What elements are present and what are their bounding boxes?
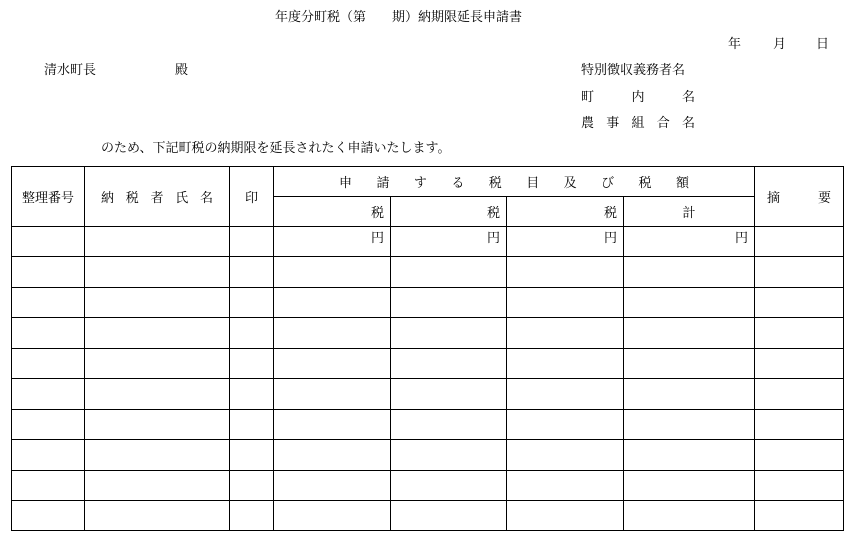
date-year: 年 bbox=[728, 37, 742, 52]
obligor-coop-char: 合 bbox=[656, 116, 670, 131]
header-name-char: 名 bbox=[199, 191, 213, 206]
header-number: 整理番号 bbox=[12, 167, 85, 227]
application-statement: のため、下記町税の納期限を延長されたく申請いたします。 bbox=[101, 141, 451, 156]
header-amount-group bbox=[274, 167, 755, 197]
header-name-char: 者 bbox=[150, 191, 164, 206]
header-name-char: 税 bbox=[125, 191, 139, 206]
table-header-row bbox=[12, 167, 844, 197]
cell-number bbox=[12, 227, 85, 257]
cell-seal bbox=[230, 227, 274, 257]
obligor-label: 特別徴収義務者名 bbox=[581, 63, 686, 78]
cell-yen-unit: 円 bbox=[624, 227, 755, 257]
table-row bbox=[12, 227, 844, 257]
header-remarks bbox=[755, 167, 844, 227]
subheader-tax-2: 税 bbox=[391, 197, 507, 227]
table-row bbox=[12, 471, 844, 501]
table-row bbox=[12, 410, 844, 440]
honorific: 殿 bbox=[175, 63, 189, 78]
date-month: 月 bbox=[773, 37, 787, 52]
header-name-char: 納 bbox=[101, 191, 115, 206]
header-amount-char: す bbox=[413, 176, 427, 191]
header-amount-char: 及 bbox=[563, 176, 577, 191]
obligor-coop-char: 組 bbox=[631, 116, 645, 131]
header-amount-char: 税 bbox=[638, 176, 652, 191]
header-amount-char: び bbox=[601, 176, 615, 191]
header-amount-char: 税 bbox=[488, 176, 502, 191]
table-row bbox=[12, 318, 844, 349]
table-row bbox=[12, 349, 844, 379]
header-amount-char: 請 bbox=[376, 176, 390, 191]
obligor-coop-row bbox=[581, 116, 695, 132]
obligor-coop-char: 名 bbox=[681, 116, 695, 131]
cell-yen-unit: 円 bbox=[274, 227, 391, 257]
obligor-town-row bbox=[581, 90, 695, 106]
table-row bbox=[12, 257, 844, 288]
date-day: 日 bbox=[816, 37, 830, 52]
header-seal: 印 bbox=[230, 167, 274, 227]
obligor-coop-char: 農 bbox=[581, 116, 595, 131]
header-remarks-char: 要 bbox=[817, 191, 831, 206]
header-name-char: 氏 bbox=[175, 191, 189, 206]
tax-application-table bbox=[11, 166, 844, 531]
header-taxpayer-name bbox=[85, 167, 230, 227]
header-amount-char: る bbox=[451, 176, 465, 191]
cell-yen-unit: 円 bbox=[391, 227, 507, 257]
page-title: 年度分町税（第 期）納期限延長申請書 bbox=[275, 10, 523, 25]
table-row bbox=[12, 501, 844, 531]
subheader-tax-3: 税 bbox=[507, 197, 624, 227]
cell-taxpayer-name bbox=[85, 227, 230, 257]
table-row bbox=[12, 288, 844, 318]
header-amount-char: 申 bbox=[339, 176, 353, 191]
cell-remarks bbox=[755, 227, 844, 257]
header-amount-char: 額 bbox=[675, 176, 689, 191]
obligor-town-char: 町 bbox=[581, 90, 595, 105]
cell-yen-unit: 円 bbox=[507, 227, 624, 257]
obligor-coop-char: 事 bbox=[606, 116, 620, 131]
header-remarks-char: 摘 bbox=[767, 191, 781, 206]
obligor-town-char: 内 bbox=[631, 90, 645, 105]
header-amount-char: 目 bbox=[526, 176, 540, 191]
table-row bbox=[12, 440, 844, 471]
addressee: 清水町長 bbox=[44, 63, 97, 78]
obligor-town-char: 名 bbox=[681, 90, 695, 105]
subheader-tax-1: 税 bbox=[274, 197, 391, 227]
table-row bbox=[12, 379, 844, 410]
subheader-total: 計 bbox=[624, 197, 755, 227]
